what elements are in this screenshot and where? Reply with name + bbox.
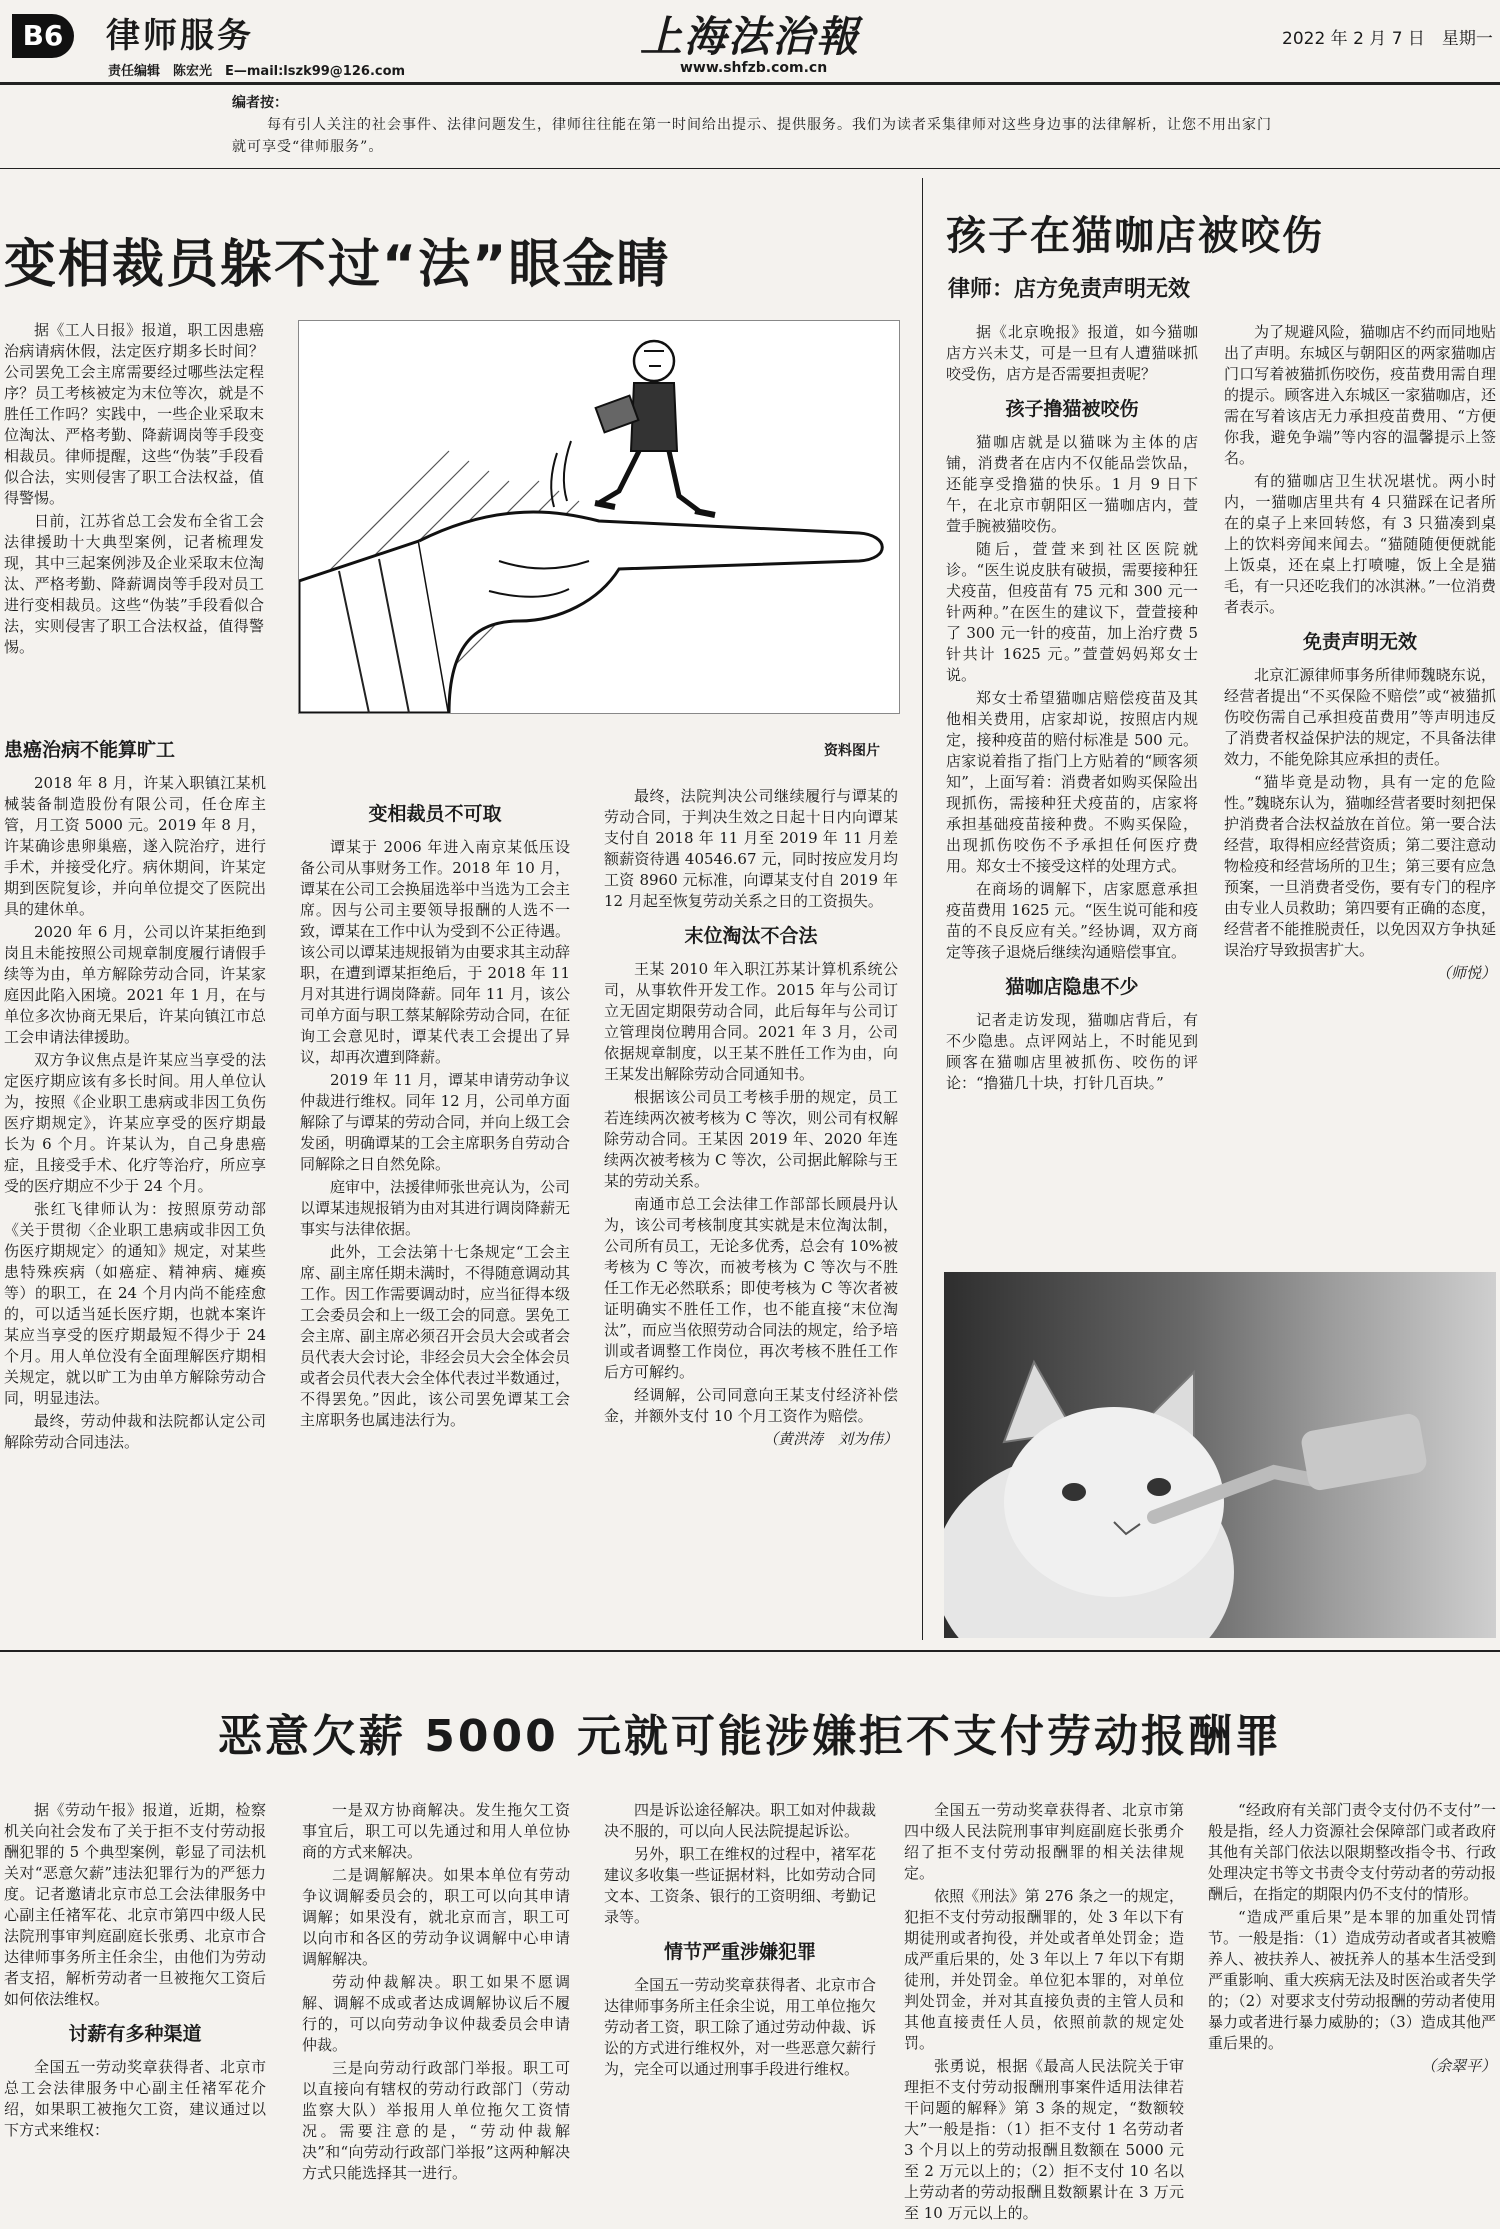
article1-col2 [300, 790, 570, 1630]
article3-s2-p5: “经政府有关部门责令支付仍不支付”一般是指，经人力资源社会保障部门或者政府其他有关部门依法以限期整改指令书、行政处理决定书等文书责令支付劳动者的劳动报酬后，在指定的期限内仍不支付的情形。 [1208, 1801, 1496, 1903]
article1-s4-p2: 根据该公司员工考核手册的规定，员工若连续两次被考核为 C 等次，则公司有权解除劳动合同。王某因 2019 年、2020 年连续两次被考核为 C 等次，公司据此解除与王某的劳动关系。 [604, 1088, 898, 1190]
section-title: 律师服务 [106, 16, 254, 56]
article3-byline: （余翠平） [1420, 2057, 1496, 2075]
article3-col2 [302, 1800, 570, 2224]
article1-lead-p2: 日前，江苏省总工会发布全省工会法律援助十大典型案例，记者梳理发现，其中三起案例涉及企业采取末位淘汰、严格考勤、降薪调岗等手段对员工进行变相裁员。这些“伪装”手段看似合法，实则侵害了职工合法权益，值得警惕。 [4, 512, 264, 656]
article1-title: 变相裁员躲不过“法”眼金睛 [4, 235, 671, 295]
page-code-badge: B6 [12, 14, 74, 58]
article1-heading-2: 变相裁员不可取 [368, 803, 502, 825]
article1-s4-p1: 王某 2010 年入职江苏某计算机系统公司，从事软件开发工作。2015 年与公司订立无固定期限劳动合同，此后每年与公司订立管理岗位聘用合同。2021 年 3 月，公司依据规章制度，以王某不胜任工作为由，向王某发出解除劳动合同通知书。 [604, 960, 898, 1083]
article3-s1-p4: 劳动仲裁解决。职工如果不愿调解、调解不成或者达成调解协议后不履行的，可以向劳动争议仲裁委员会申请仲裁。 [302, 1973, 570, 2054]
article1-byline: （黄洪涛 刘为伟） [762, 1430, 898, 1448]
masthead: 上海法治報 [640, 12, 861, 61]
article1-s4-p3: 南通市总工会法律工作部部长顾晨丹认为，该公司考核制度其实就是末位淘汰制，公司所有员工，无论多优秀，总会有 10%被考核为 C 等次，而被考核为 C 等次与不胜任工作无必然联系；即使考核为 C 等次者被证明确实不胜任工作，也不能直接“末位淘汰”，而应当依照劳动合同法的规定，给予培训或者调整工作岗位，再次考核不胜任工作后方可解约。 [604, 1195, 898, 1381]
article3-s2-p6: “造成严重后果”是本罪的加重处罚情节。一般是指：（1）造成劳动者或者其被赡养人、被扶养人、被抚养人的基本生活受到严重影响、重大疾病无法及时医治或者失学的；（2）对要求支付劳动报酬的劳动者使用暴力或者进行暴力威胁的；（3）造成其他严重后果的。 [1208, 1908, 1496, 2052]
article1-s2-p3: 庭审中，法援律师张世亮认为，公司以谭某违规报销为由对其进行调岗降薪无事实与法律依据。 [300, 1178, 570, 1238]
article2-s2-p2: 为了规避风险，猫咖店不约而同地贴出了声明。东城区与朝阳区的两家猫咖店门口写着被猫抓伤咬伤，疫苗费用需自理的提示。顾客进入东城区一家猫咖店，还需在写着该店无力承担疫苗费用、“方便你我，避免争端”等内容的温馨提示上签名。 [1224, 323, 1496, 467]
article2-s3-p1: 北京汇源律师事务所律师魏晓东说，经营者提出“不买保险不赔偿”或“被猫抓伤咬伤需自己承担疫苗费用”等声明违反了消费者权益保护法的规定，不具备法律效力，不能免除其应承担的责任。 [1224, 666, 1496, 768]
issue-date: 2022 年 2 月 7 日 星期一 [1282, 29, 1493, 49]
article3-s2-p3: 依照《刑法》第 276 条之一的规定，犯拒不支付劳动报酬罪的，处 3 年以下有期徒刑或者拘役，并处或者单处罚金；造成严重后果的，处 3 年以上 7 年以下有期徒刑，并处罚金。单位犯本罪的，对单位判处罚金，并对其直接负责的主管人员和其他直接责任人员，依照前款的规定处罚。 [904, 1887, 1184, 2052]
article3-lead: 据《劳动午报》报道，近期，检察机关向社会发布了关于拒不支付劳动报酬犯罪的 5 个典型案例，彰显了司法机关对“恶意欠薪”违法犯罪行为的严惩力度。记者邀请北京市总工会法律服务中心副主任褚军花、北京市第四中级人民法院刑事审判庭副庭长张勇、北京市合达律师事务所主任余尘，由他们为劳动者支招，解析劳动者一旦被拖欠工资后如何依法维权。 [4, 1801, 266, 2008]
article1-s1-p1: 2018 年 8 月，许某入职镇江某机械装备制造股份有限公司，任仓库主管，月工资 5000 元。2019 年 8 月，许某确诊患卵巢癌，遂入院治疗，进行手术，并接受化疗。病休期间，许某定期到医院复诊，并向单位提交了医院出具的建休单。 [4, 774, 266, 918]
article1-lead-p1: 据《工人日报》报道，职工因患癌治病请病休假，法定医疗期多长时间？公司罢免工会主席需要经过哪些法定程序？员工考核被定为末位等次，就是不胜任工作吗？实践中，一些企业采取末位淘汰、严格考勤、降薪调岗等手段变相裁员。律师提醒，这些“伪装”手段看似合法，实则侵害了职工合法权益，值得警惕。 [4, 321, 264, 507]
article1-s1-p2: 2020 年 6 月，公司以许某拒绝到岗且未能按照公司规章制度履行请假手续等为由，单方解除劳动合同，许某家庭因此陷入困境。2021 年 1 月，在与单位多次协商无果后，许某向镇江市总工会申请法律援助。 [4, 923, 266, 1046]
article1-s1-p5: 最终，劳动仲裁和法院都认定公司解除劳动合同违法。 [4, 1412, 266, 1451]
article2-col2 [1224, 322, 1496, 1260]
article2-s2-p3: 有的猫咖店卫生状况堪忧。两小时内，一猫咖店里共有 4 只猫踩在记者所在的桌子上来回转悠，有 3 只猫凑到桌上的饮料旁闻来闻去。“猫随随便便就能上饭桌，还在桌上打喷嚏，饭上全是猫毛，有一只还吃我们的冰淇淋。”一位消费者表示。 [1224, 472, 1496, 616]
article3-s1-p5: 三是向劳动行政部门举报。职工可以直接向有辖权的劳动行政部门（劳动监察大队）举报用人单位拖欠工资情况。需要注意的是，“劳动仲裁解决”和“向劳动行政部门举报”这两种解决方式只能选择其一进行。 [302, 2059, 570, 2182]
article3-s1-p2: 一是双方协商解决。发生拖欠工资事宜后，职工可以先通过和用人单位协商的方式来解决。 [302, 1801, 570, 1861]
article3-s2-p2: 全国五一劳动奖章获得者、北京市第四中级人民法院刑事审判庭副庭长张勇介绍了拒不支付劳动报酬罪的相关法律规定。 [904, 1801, 1184, 1882]
article3-col4 [904, 1800, 1184, 2224]
article3-s1-p6: 四是诉讼途径解决。职工如对仲裁裁决不服的，可以向人民法院提起诉讼。 [604, 1801, 876, 1840]
editor-note-label: 编者按： [232, 95, 288, 111]
article1-col3 [604, 786, 898, 1630]
article3-heading-2: 情节严重涉嫌犯罪 [663, 1941, 816, 1963]
article1-image-caption: 资料图片 [824, 743, 880, 759]
article3-s1-p3: 二是调解解决。如果本单位有劳动争议调解委员会的，职工可以向其申请调解；如果没有，就北京而言，职工可以向市和各区的劳动争议调解中心申请调解解决。 [302, 1866, 570, 1968]
cat-photo-icon [944, 1272, 1496, 1638]
article2-s1-p3: 郑女士希望猫咖店赔偿疫苗及其他相关费用，店家却说，按照店内规定，接种疫苗的赔付标准是 500 元。店家说着指了指门上方贴着的“顾客须知”，上面写着：消费者如购买保险出现抓伤，需接种狂犬疫苗的，店家将承担基础疫苗接种费。不购买保险，出现抓伤咬伤不予承担任何医疗费用。郑女士不接受这样的处理方式。 [946, 689, 1198, 875]
page-header [0, 0, 1500, 80]
article2-col1 [946, 322, 1198, 1260]
article2-s3-p2: “猫毕竟是动物，具有一定的危险性。”魏晓东认为，猫咖经营者要时刻把保护消费者合法权益放在首位。第一要合法经营，取得相应经营资质；第二要注意动物检疫和经营场所的卫生；第三要有应急预案，一旦消费者受伤，要有专门的程序由专业人员救助；第四要有正确的态度，经营者不能推脱责任，以免因双方争执延误治疗导致损害扩大。 [1224, 773, 1496, 959]
article2-s2-p1: 记者走访发现，猫咖店背后，有不少隐患。点评网站上，不时能见到顾客在猫咖店里被抓伤、咬伤的评论：“撸猫几十块，打针几百块。” [946, 1011, 1198, 1092]
article3-s2-p4: 张勇说，根据《最高人民法院关于审理拒不支付劳动报酬刑事案件适用法律若干问题的解释》第 3 条的规定，“数额较大”一般是指：（1）拒不支付 1 名劳动者 3 个月以上的劳动报酬且数额在 5000 元至 2 万元以上的；（2）拒不支付 10 名以上劳动者的劳动报酬且数额累计在 3 万元至 10 万元以上的。 [904, 2057, 1184, 2222]
header-rule [0, 82, 1500, 85]
article3-col5 [1208, 1800, 1496, 2224]
article1-col1 [4, 726, 266, 1626]
article1-lead [4, 320, 264, 720]
article2-byline: （师悦） [1435, 964, 1496, 982]
article3-s1-p1: 全国五一劳动奖章获得者、北京市总工会法律服务中心副主任褚军花介绍，如果职工被拖欠工资，建议通过以下方式来维权： [4, 2058, 266, 2139]
article3-col1 [4, 1800, 266, 2224]
article1-s2-p1: 谭某于 2006 年进入南京某低压设备公司从事财务工作。2018 年 10 月，谭某在公司工会换届选举中当选为工会主席。因与公司主要领导报酬的人选不一致，谭某在工作中认为受到不公正待遇。该公司以谭某违规报销为由要求其主动辞职，在遭到谭某拒绝后，于 2018 年 11 月对其进行调岗降薪。同年 11 月，该公司单方面与职工蔡某解除劳动合同，在征询工会意见时，谭某代表工会提出了异议，却再次遭到降薪。 [300, 838, 570, 1066]
article1-illustration [298, 320, 900, 714]
editor-note [232, 92, 1272, 158]
article2-lead: 据《北京晚报》报道，如今猫咖店方兴未艾，可是一旦有人遭猫咪抓咬受伤，店方是否需要担责呢？ [946, 323, 1198, 383]
editor-note-rule [0, 168, 1500, 169]
article2-subtitle: 律师：店方免责声明无效 [948, 277, 1191, 302]
article1-s2-p4: 此外，工会法第十七条规定“工会主席、副主席任期未满时，不得随意调动其工作。因工作需要调动时，应当征得本级工会委员会和上一级工会的同意。罢免工会主席、副主席必须召开会员大会或者会员代表大会讨论，非经会员大会全体会员或者会员代表大会全体代表过半数通过，不得罢免。”因此，该公司罢免谭某工会主席职务也属违法行为。 [300, 1243, 570, 1429]
article1-s1-p4: 张红飞律师认为：按照原劳动部《关于贯彻〈企业职工患病或非因工负伤医疗期规定〉的通知》规定，对某些患特殊疾病（如癌症、精神病、瘫痪等）的职工，在 24 个月内尚不能痊愈的，可以适当延长医疗期，也就本案许某应当享受的医疗期最短不得少于 24 个月。用人单位没有全面理解医疗期相关规定，就以旷工为由单方解除劳动合同，明显违法。 [4, 1200, 266, 1407]
cat-photo [944, 1272, 1496, 1638]
article1-s4-p4: 经调解，公司同意向王某支付经济补偿金，并额外支付 10 个月工资作为赔偿。 [604, 1386, 898, 1425]
article1-s3-p1: 最终，法院判决公司继续履行与谭某的劳动合同，于判决生效之日起十日内向谭某支付自 2018 年 11 月至 2019 年 11 月差额薪资待遇 40546.67 元，同时按应发月均工资 8960 元标准，向谭某支付自 2019 年 12 月起至恢复劳动关系之日的工资损失。 [604, 787, 898, 910]
section-rule [0, 1650, 1500, 1652]
article2-s1-p2: 随后，萱萱来到社区医院就诊。“医生说皮肤有破损，需要接种狂犬疫苗，但疫苗有 75 元和 300 元一针两种。”在医生的建议下，萱萱接种了 300 元一针的疫苗，加上治疗费 5 针共计 1625 元。”萱萱妈妈郑女士说。 [946, 540, 1198, 684]
column-separator [922, 178, 923, 1640]
article3-s2-p1: 全国五一劳动奖章获得者、北京市合达律师事务所主任余尘说，用工单位拖欠劳动者工资，职工除了通过劳动仲裁、诉讼的方式进行维权外，对一些恶意欠薪行为，完全可以通过刑事手段进行维权。 [604, 1976, 876, 2078]
article2-heading-1: 孩子撸猫被咬伤 [1005, 398, 1139, 420]
article2-heading-3: 免责声明无效 [1302, 631, 1417, 653]
article1-s1-p3: 双方争议焦点是许某应当享受的法定医疗期应该有多长时间。用人单位认为，按照《企业职工患病或非因工负伤医疗期规定》，许某应享受的医疗期最长为 6 个月。许某认为，自己身患癌症，且接受手术、化疗等治疗，所应享受的医疗期应不少于 24 个月。 [4, 1051, 266, 1195]
article1-s2-p2: 2019 年 11 月，谭某申请劳动争议仲裁进行维权。同年 12 月，公司单方面解除了与谭某的劳动合同，并向上级工会发函，明确谭某的工会主席职务自劳动合同解除之日自然免除。 [300, 1071, 570, 1173]
website: www.shfzb.com.cn [680, 60, 828, 76]
article2-s1-p1: 猫咖店就是以猫咪为主体的店铺，消费者在店内不仅能品尝饮品，还能享受撸猫的快乐。1 月 9 日下午，在北京市朝阳区一猫咖店内，萱萱手腕被猫咬伤。 [946, 433, 1198, 535]
article2-s1-p4: 在商场的调解下，店家愿意承担疫苗费用 1625 元。“医生说可能和疫苗的不良反应有关。”经协调，双方商定等孩子退烧后继续沟通赔偿事宜。 [946, 880, 1198, 961]
article3-title: 恶意欠薪 5000 元就可能涉嫌拒不支付劳动报酬罪 [217, 1711, 1283, 1762]
editor-line: 责任编辑 陈宏光 E—mail:lszk99@126.com [108, 64, 406, 79]
article3-s1-p7: 另外，职工在维权的过程中，褚军花建议多收集一些证据材料，比如劳动合同文本、工资条、银行的工资明细、考勤记录等。 [604, 1845, 876, 1926]
article3-heading-1: 讨薪有多种渠道 [68, 2023, 202, 2045]
editor-note-text: 每有引人关注的社会事件、法律问题发生，律师往往能在第一时间给出提示、提供服务。我们为读者采集律师对这些身边事的法律解析，让您不用出家门就可享受“律师服务”。 [232, 117, 1272, 155]
article2-title: 孩子在猫咖店被咬伤 [946, 213, 1324, 259]
article1-heading-1: 患癌治病不能算旷工 [4, 739, 176, 761]
pointing-hand-illustration-icon [299, 321, 899, 713]
article1-heading-3: 末位淘汰不合法 [684, 925, 818, 947]
article3-col3 [604, 1800, 876, 2224]
article2-heading-2: 猫咖店隐患不少 [1005, 976, 1139, 998]
